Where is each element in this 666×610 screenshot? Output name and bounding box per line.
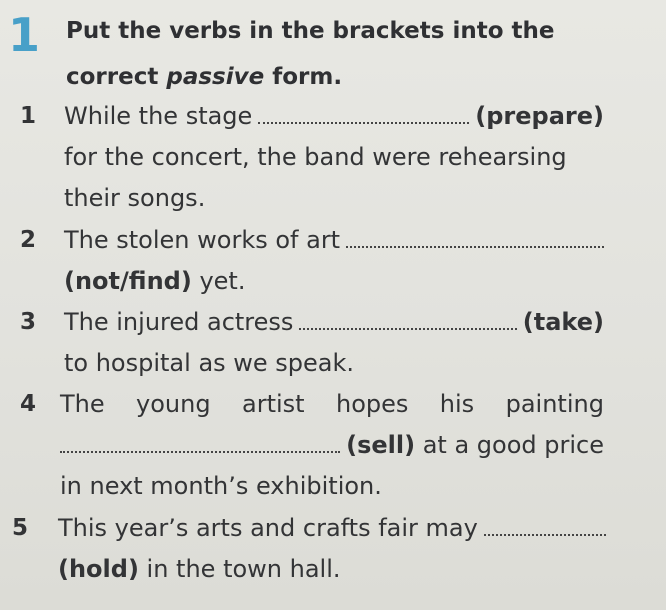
item-line (64, 137, 604, 178)
item-number: 5 (12, 515, 29, 541)
item-number: 1 (20, 103, 37, 129)
instruction-text: Put the verbs in the brackets into the correct (66, 18, 555, 90)
verb-hint: (not/find) (64, 267, 192, 295)
item-text: The stolen works of art (64, 226, 341, 254)
item-line (64, 343, 604, 384)
item-word: painting (505, 390, 604, 418)
item-text: While the stage (64, 102, 253, 130)
item-text: at a good price (415, 431, 604, 459)
item-number: 3 (20, 309, 37, 335)
item-text: for the concert, the band were rehearsing (64, 143, 567, 171)
item-line (64, 302, 604, 343)
answer-blank[interactable] (60, 433, 340, 453)
item-word: The (60, 390, 105, 418)
item-number: 4 (20, 391, 37, 417)
item-line (64, 220, 604, 261)
instruction-passive-word: passive (166, 64, 265, 90)
item-line (60, 466, 604, 507)
item-text: to hospital as we speak. (64, 349, 355, 377)
item-body (60, 384, 604, 507)
instruction-text-end: form. (272, 64, 343, 90)
exercise-instruction (66, 8, 626, 100)
exercise-number: 1 (8, 8, 41, 62)
item-line (60, 384, 604, 425)
verb-hint: (take) (522, 308, 604, 336)
item-number: 2 (20, 227, 37, 253)
item-line (58, 549, 606, 590)
item-body (64, 220, 604, 302)
answer-blank[interactable] (484, 516, 606, 536)
verb-hint: (hold) (58, 555, 139, 583)
verb-hint: (sell) (346, 431, 416, 459)
verb-hint: (prepare) (475, 102, 604, 130)
answer-blank[interactable] (258, 104, 469, 124)
item-word: young (136, 390, 211, 418)
item-line (64, 178, 604, 219)
item-line (60, 425, 604, 466)
item-word: his (439, 390, 475, 418)
item-body (58, 508, 606, 590)
item-text: The injured actress (64, 308, 294, 336)
item-word: artist (242, 390, 305, 418)
answer-blank[interactable] (346, 228, 604, 248)
item-line (64, 96, 604, 137)
item-text: in the town hall. (138, 555, 341, 583)
item-body (64, 302, 604, 384)
item-text: This year’s arts and crafts fair may (58, 514, 478, 542)
item-text: in next month’s exhibition. (60, 472, 382, 500)
item-line (64, 261, 604, 302)
item-line (58, 508, 606, 549)
item-word: hopes (335, 390, 409, 418)
item-body (64, 96, 604, 219)
item-text: their songs. (64, 184, 206, 212)
answer-blank[interactable] (299, 310, 516, 330)
item-text: yet. (191, 267, 246, 295)
